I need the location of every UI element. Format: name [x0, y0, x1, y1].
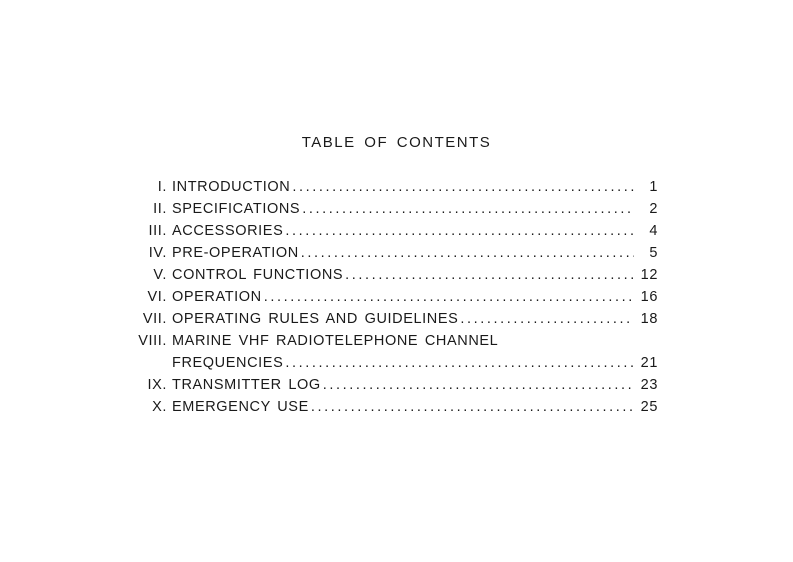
toc-entry-line	[172, 176, 658, 198]
toc-entry-number: VIII.	[138, 333, 167, 349]
toc-entry-number: I.	[157, 179, 167, 195]
toc-entry-title: MARINE VHF RADIOTELEPHONE CHANNEL	[172, 333, 499, 349]
toc-entry-number: V.	[153, 267, 167, 283]
toc-entry-page: 5	[649, 245, 658, 261]
toc-dot-leader	[311, 396, 634, 418]
toc-entry	[0, 330, 793, 352]
toc-dot-leader	[345, 264, 634, 286]
toc-dot-leader	[460, 308, 634, 330]
toc-title: TABLE OF CONTENTS	[301, 134, 492, 151]
toc-dot-leader	[302, 198, 634, 220]
toc-entry-line	[172, 374, 658, 396]
toc-entry-number: IX.	[147, 377, 167, 393]
toc-entry	[0, 198, 793, 220]
toc-entry-number: X.	[152, 399, 167, 415]
toc-entry-title: EMERGENCY USE	[172, 399, 309, 415]
toc-entry	[0, 286, 793, 308]
toc-entry-title: INTRODUCTION	[172, 179, 291, 195]
toc-entry-line	[172, 198, 658, 220]
toc-entry-title: CONTROL FUNCTIONS	[172, 267, 344, 283]
toc-entry	[0, 396, 793, 418]
toc-entry-page: 4	[649, 223, 658, 239]
toc-dot-leader	[264, 286, 634, 308]
toc-dot-leader	[285, 352, 634, 374]
toc-entry-number: VII.	[142, 311, 167, 327]
toc-dot-leader	[301, 242, 634, 264]
toc-entry-line	[172, 220, 658, 242]
toc-entry-line	[172, 242, 658, 264]
toc-entry	[0, 264, 793, 286]
toc-list	[0, 176, 793, 418]
toc-entry-title: OPERATING RULES AND GUIDELINES	[172, 311, 459, 327]
toc-entry-page: 18	[640, 311, 658, 327]
toc-entry	[0, 176, 793, 198]
toc-entry	[0, 374, 793, 396]
toc-entry	[0, 220, 793, 242]
toc-dot-leader	[285, 220, 634, 242]
toc-entry-page: 23	[640, 377, 658, 393]
toc-entry-page: 21	[640, 355, 658, 371]
toc-entry-title: ACCESSORIES	[172, 223, 284, 239]
toc-entry-line	[172, 264, 658, 286]
toc-entry-line	[172, 286, 658, 308]
toc-entry-page: 16	[640, 289, 658, 305]
toc-entry-title: SPECIFICATIONS	[172, 201, 301, 217]
toc-entry-line	[172, 352, 658, 374]
toc-entry-page: 25	[640, 399, 658, 415]
toc-entry-line	[172, 330, 658, 352]
toc-entry-page: 2	[649, 201, 658, 217]
toc-dot-leader	[292, 176, 634, 198]
toc-entry-number: II.	[153, 201, 167, 217]
toc-entry-continuation	[0, 352, 793, 374]
toc-dot-leader	[323, 374, 634, 396]
toc-entry-line	[172, 308, 658, 330]
toc-entry-title-continuation: FREQUENCIES	[172, 355, 284, 371]
toc-entry	[0, 308, 793, 330]
toc-entry-title: PRE-OPERATION	[172, 245, 299, 261]
toc-entry-number: IV.	[148, 245, 167, 261]
toc-entry-line	[172, 396, 658, 418]
toc-entry-title: OPERATION	[172, 289, 262, 305]
toc-entry	[0, 242, 793, 264]
toc-entry-number: VI.	[147, 289, 167, 305]
toc-entry-page: 12	[640, 267, 658, 283]
toc-entry-title: TRANSMITTER LOG	[172, 377, 321, 393]
toc-entry-page: 1	[649, 179, 658, 195]
toc-entry-number: III.	[148, 223, 167, 239]
